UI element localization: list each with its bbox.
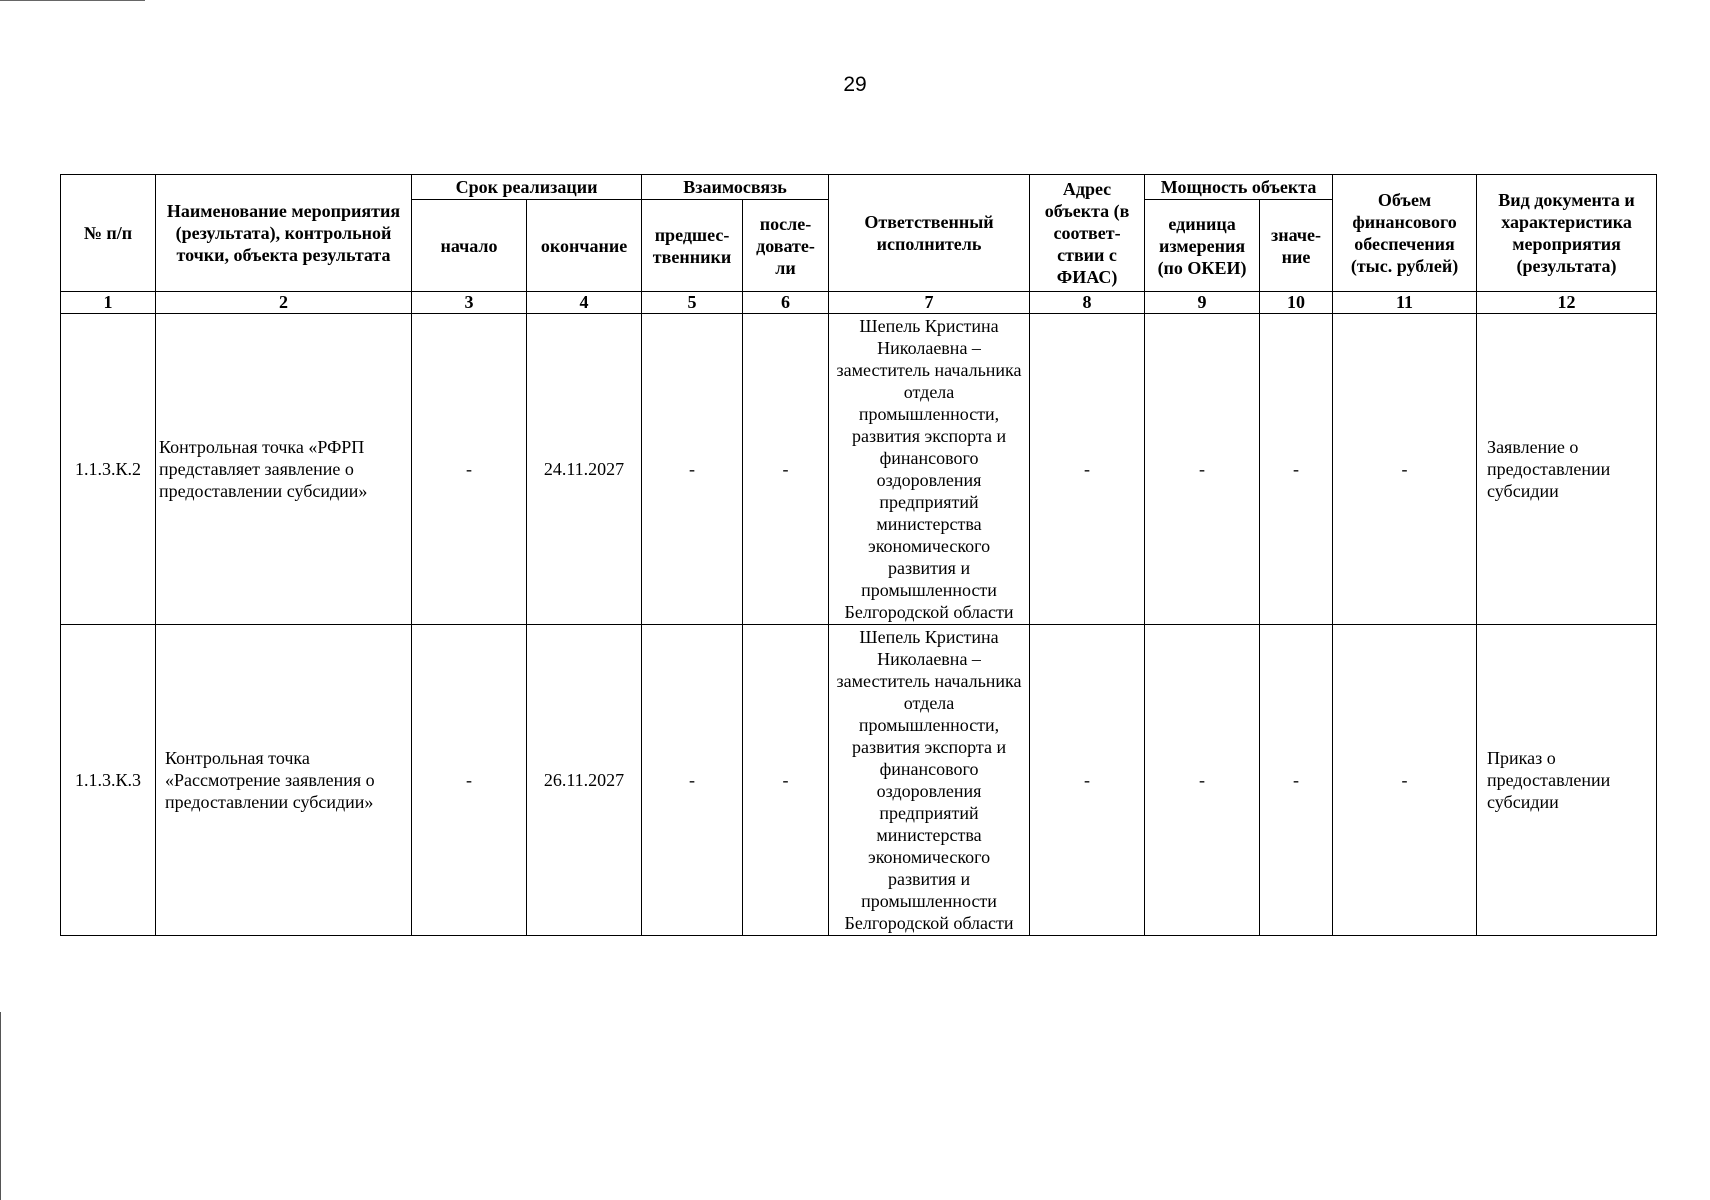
header-capacity: Мощность объекта [1145, 175, 1333, 200]
header-responsible: Ответственный исполнитель [829, 175, 1030, 292]
table-row [61, 314, 1657, 625]
scan-edge-line [0, 1012, 1, 1200]
column-number: 2 [156, 292, 412, 314]
column-number: 3 [412, 292, 527, 314]
row-num: 1.1.3.К.3 [61, 625, 156, 936]
column-number: 4 [527, 292, 642, 314]
schedule-table [60, 174, 1657, 936]
page-number: 29 [843, 73, 867, 96]
header-address: Адрес объекта (в соответ-ствии с ФИАС) [1030, 175, 1145, 292]
row-value: - [1260, 625, 1333, 936]
column-number: 11 [1333, 292, 1477, 314]
row-financing: - [1333, 625, 1477, 936]
row-unit: - [1145, 314, 1260, 625]
header-name: Наименование мероприятия (результата), контрольной точки, объекта результата [156, 175, 412, 292]
row-value: - [1260, 314, 1333, 625]
row-end: 26.11.2027 [527, 625, 642, 936]
row-address: - [1030, 314, 1145, 625]
row-name: Контрольная точка «Рассмотрение заявления о предоставлении субсидии» [156, 625, 412, 936]
column-number: 6 [743, 292, 829, 314]
row-document: Приказ о предоставлении субсидии [1477, 625, 1657, 936]
column-number: 10 [1260, 292, 1333, 314]
row-num: 1.1.3.К.2 [61, 314, 156, 625]
row-document: Заявление о предоставлении субсидии [1477, 314, 1657, 625]
header-start: начало [412, 200, 527, 292]
column-number-row [61, 292, 1657, 314]
header-link: Взаимосвязь [642, 175, 829, 200]
header-num: № п/п [61, 175, 156, 292]
header-predecessors: предшес-твенники [642, 200, 743, 292]
row-unit: - [1145, 625, 1260, 936]
row-responsible: Шепель Кристина Николаевна – заместитель начальника отдела промышленности, развития экспорта и финансового оздоровления предприятий министерства экономического развития и промышленности Белгородской области [829, 625, 1030, 936]
row-successors: - [743, 314, 829, 625]
row-address: - [1030, 625, 1145, 936]
row-name: Контрольная точка «РФРП представляет заявление о предоставлении субсидии» [156, 314, 412, 625]
column-number: 9 [1145, 292, 1260, 314]
row-successors: - [743, 625, 829, 936]
table-header [61, 175, 1657, 292]
row-predecessors: - [642, 314, 743, 625]
row-responsible: Шепель Кристина Николаевна – заместитель начальника отдела промышленности, развития экспорта и финансового оздоровления предприятий министерства экономического развития и промышленности Белгородской области [829, 314, 1030, 625]
scan-edge-line [0, 0, 145, 1]
table-row [61, 625, 1657, 936]
row-financing: - [1333, 314, 1477, 625]
column-number: 5 [642, 292, 743, 314]
header-document: Вид документа и характеристика мероприятия (результата) [1477, 175, 1657, 292]
column-number: 8 [1030, 292, 1145, 314]
header-financing: Объем финансового обеспечения (тыс. рублей) [1333, 175, 1477, 292]
header-term: Срок реализации [412, 175, 642, 200]
column-number: 1 [61, 292, 156, 314]
header-successors: после-довате-ли [743, 200, 829, 292]
row-start: - [412, 314, 527, 625]
header-end: окончание [527, 200, 642, 292]
column-number: 7 [829, 292, 1030, 314]
column-number: 12 [1477, 292, 1657, 314]
header-unit: единица измерения (по ОКЕИ) [1145, 200, 1260, 292]
row-end: 24.11.2027 [527, 314, 642, 625]
row-predecessors: - [642, 625, 743, 936]
row-start: - [412, 625, 527, 936]
header-value: значе-ние [1260, 200, 1333, 292]
